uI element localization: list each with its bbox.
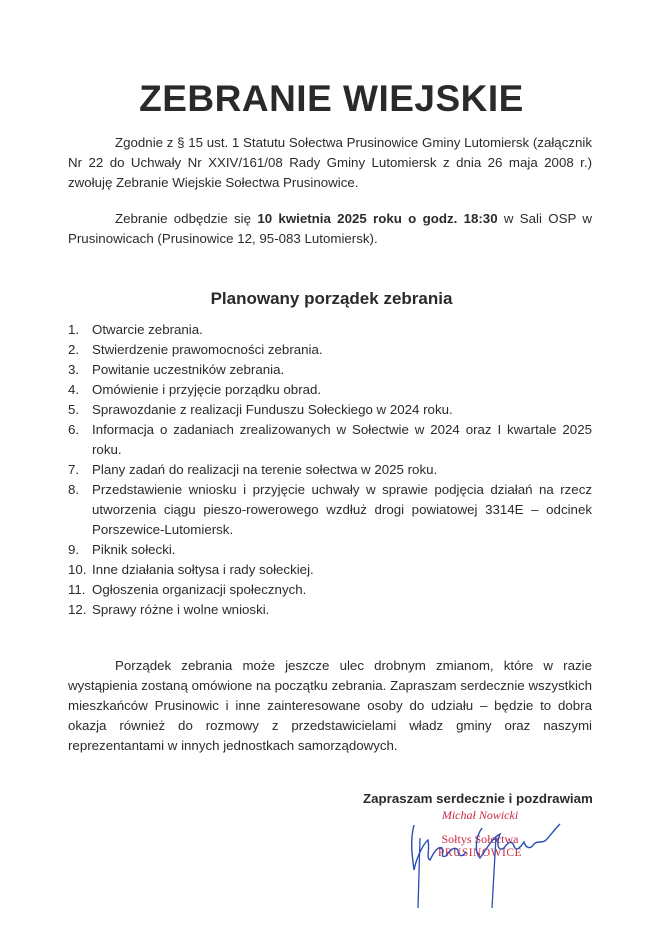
agenda-num: 1. [68, 322, 80, 337]
agenda-text: Sprawozdanie z realizacji Funduszu Sołeckiego w 2024 roku. [92, 402, 453, 417]
agenda-text: Stwierdzenie prawomocności zebrania. [92, 342, 323, 357]
meeting-paragraph [68, 209, 592, 249]
meeting-date: 10 kwietnia 2025 roku o godz. 18:30 [257, 211, 498, 226]
agenda-item [68, 560, 592, 580]
meeting-prefix: Zebranie odbędzie się [115, 211, 258, 226]
agenda-item [68, 420, 592, 460]
stamp-place: PRUSINOWICE [437, 847, 523, 859]
agenda-item [68, 480, 592, 540]
closing-line: Zapraszam serdecznie i pozdrawiam [363, 791, 593, 806]
agenda-text: Powitanie uczestników zebrania. [92, 362, 285, 377]
agenda-num: 12. [68, 602, 87, 617]
agenda-item [68, 380, 592, 400]
agenda-text: Ogłoszenia organizacji społecznych. [92, 582, 307, 597]
agenda-text: Informacja o zadaniach zrealizowanych w Sołectwie w 2024 oraz I kwartale 2025 roku. [92, 422, 592, 457]
stamp-name: Michał Nowicki [441, 808, 519, 822]
agenda-text: Piknik sołecki. [92, 542, 176, 557]
agenda-num: 5. [68, 402, 80, 417]
agenda-text: Przedstawienie wniosku i przyjęcie uchwały w sprawie podjęcia działań na rzecz utworzenia ciągu pieszo-rowerowego wzdłuż drogi powiatowej 3314E – odcinek Porszewice-Lutomiersk. [92, 482, 592, 537]
agenda-num: 7. [68, 462, 80, 477]
agenda-item [68, 540, 592, 560]
agenda-item [68, 600, 592, 620]
agenda-item [68, 400, 592, 420]
agenda-num: 8. [68, 482, 80, 497]
agenda-title: Planowany porządek zebrania [210, 289, 453, 308]
intro-text: Zgodnie z § 15 ust. 1 Statutu Sołectwa Prusinowice Gminy Lutomiersk (załącznik Nr 22 do Uchwały Nr XXIV/161/08 Rady Gminy Lutomiersk z dnia 26 maja 2008 r.) zwołuję Zebranie Wiejskie Sołectwa Prusinowice. [68, 135, 592, 190]
agenda-num: 6. [68, 422, 80, 437]
agenda-text: Inne działania sołtysa i rady sołeckiej. [92, 562, 314, 577]
closing-text: Porządek zebrania może jeszcze ulec drobnym zmianom, które w razie wystąpienia zostaną omówione na początku zebrania. Zapraszam serdecznie wszystkich mieszkańców Prusinowic i inne zainteresowane osoby do udziału – będzie to dobra okazja również do rozmowy z przedstawicielami władz gminy oraz naszymi reprezentantami w innych jednostkach samorządowych. [68, 658, 592, 753]
agenda-item [68, 580, 592, 600]
agenda-text: Otwarcie zebrania. [92, 322, 203, 337]
intro-paragraph [68, 133, 592, 193]
agenda-num: 10. [68, 562, 87, 577]
agenda-item [68, 340, 592, 360]
closing-paragraph [68, 656, 592, 756]
agenda-item [68, 320, 592, 340]
meeting-suffix: w Sali OSP w Prusinowicach (Prusinowice 12, 95-083 Lutomiersk). [68, 211, 592, 246]
agenda-num: 9. [68, 542, 80, 557]
agenda-list [68, 320, 592, 620]
agenda-num: 11. [68, 582, 86, 597]
handwritten-signature [400, 800, 570, 910]
agenda-text: Omówienie i przyjęcie porządku obrad. [92, 382, 322, 397]
agenda-num: 2. [68, 342, 80, 357]
agenda-item [68, 460, 592, 480]
stamp-role: Sołtys Sołectwa [441, 832, 519, 846]
document-title: ZEBRANIE WIEJSKIE [139, 78, 524, 119]
agenda-num: 4. [68, 382, 80, 397]
agenda-text: Sprawy różne i wolne wnioski. [92, 602, 270, 617]
agenda-num: 3. [68, 362, 80, 377]
agenda-text: Plany zadań do realizacji na terenie sołectwa w 2025 roku. [92, 462, 438, 477]
agenda-item [68, 360, 592, 380]
